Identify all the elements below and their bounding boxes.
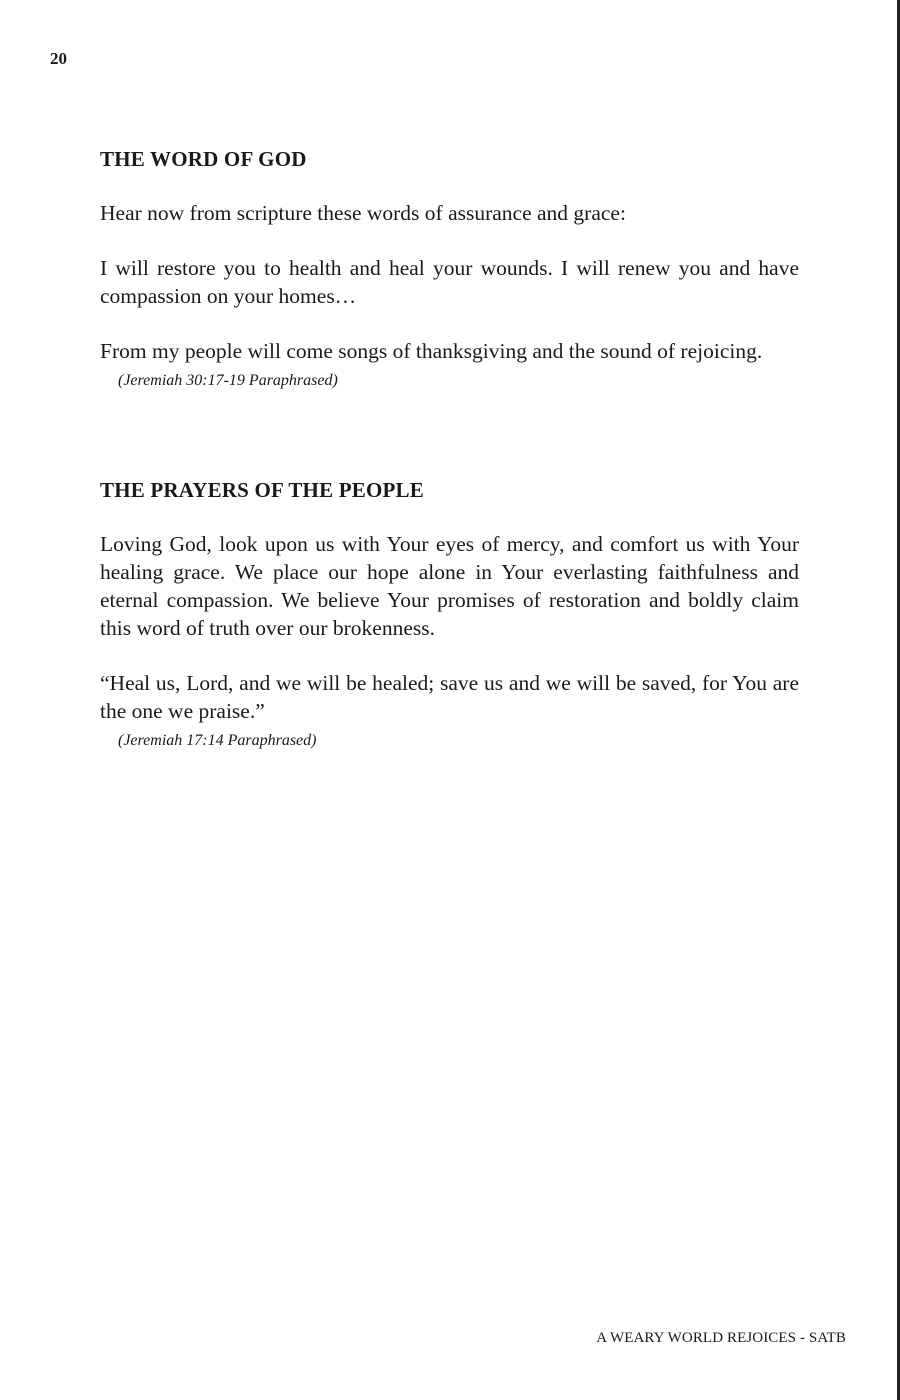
prayers-paragraph-2: “Heal us, Lord, and we will be healed; save us and we will be saved, for You are the one we praise.” xyxy=(100,671,799,723)
page-number: 20 xyxy=(50,49,67,68)
word-of-god-citation: (Jeremiah 30:17-19 Paraphrased) xyxy=(118,372,338,389)
prayers-paragraph-1: Loving God, look upon us with Your eyes of mercy, and comfort us with Your healing grace. We place our hope alone in Your everlasting faithfulness and eternal compassion. We believe Your promises of restoration and boldly claim this word of truth over our brokenness. xyxy=(100,532,799,640)
word-of-god-paragraph-2: From my people will come songs of thanksgiving and the sound of rejoicing. xyxy=(100,339,763,363)
prayers-heading: THE PRAYERS OF THE PEOPLE xyxy=(100,478,424,502)
page-footer: A WEARY WORLD REJOICES - SATB xyxy=(596,1330,846,1346)
prayers-citation: (Jeremiah 17:14 Paraphrased) xyxy=(118,732,317,749)
word-of-god-paragraph-1: I will restore you to health and heal your wounds. I will renew you and have compassion on your homes… xyxy=(100,256,799,308)
prayers-section xyxy=(100,475,799,751)
page-content xyxy=(100,144,799,751)
word-of-god-section xyxy=(100,144,799,391)
word-of-god-heading: THE WORD OF GOD xyxy=(100,147,307,171)
word-of-god-intro: Hear now from scripture these words of assurance and grace: xyxy=(100,201,626,225)
